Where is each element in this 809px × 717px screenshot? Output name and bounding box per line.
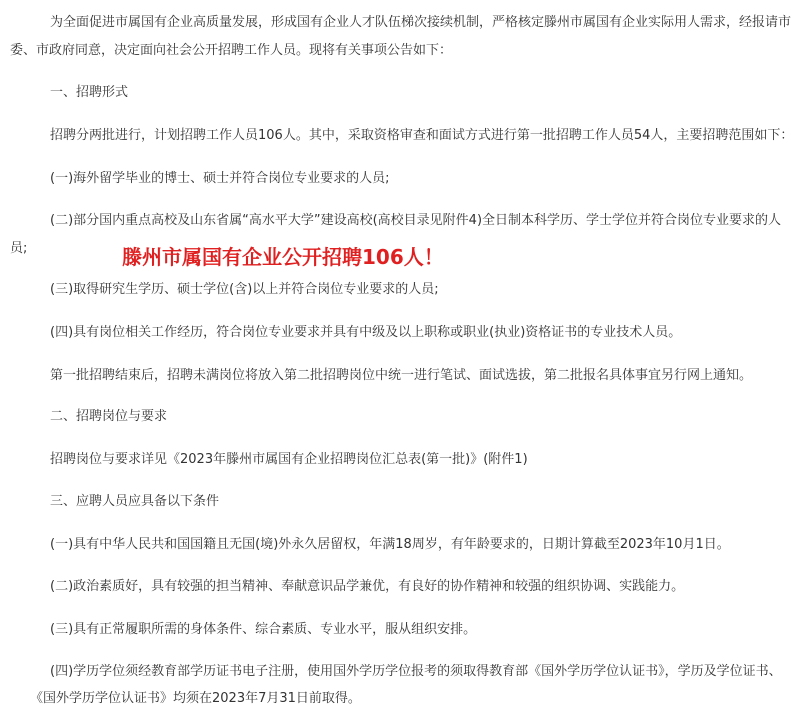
section-3-heading: 三、应聘人员应具备以下条件 <box>50 494 220 509</box>
section-3-item-3: (三)具有正常履职所需的身体条件、综合素质、专业水平，服从组织安排。 <box>50 622 477 637</box>
section-1-heading: 一、招聘形式 <box>50 85 129 100</box>
section-1-item-2-line-2: 员; <box>10 241 28 256</box>
section-3-item-4-line-1: (四)学历学位须经教育部学历证书电子注册，使用国外学历学位报考的须取得教育部《国外学历学位认证书》，学历及学位证书、 <box>50 664 782 679</box>
intro-paragraph-line-2: 委、市政府同意，决定面向社会公开招聘工作人员。现将有关事项公告如下： <box>10 43 453 58</box>
section-2-heading: 二、招聘岗位与要求 <box>50 409 168 424</box>
section-1-item-1: (一)海外留学毕业的博士、硕士并符合岗位专业要求的人员; <box>50 171 390 186</box>
section-2-body: 招聘岗位与要求详见《2023年滕州市属国有企业招聘岗位汇总表(第一批)》(附件1) <box>50 452 528 467</box>
section-3-item-2: (二)政治素质好，具有较强的担当精神、奉献意识品学兼优，有良好的协作精神和较强的组织协调、实践能力。 <box>50 579 685 594</box>
intro-paragraph-line-1: 为全面促进市属国有企业高质量发展，形成国有企业人才队伍梯次接续机制，严格核定滕州市属国有企业实际用人需求，经报请市 <box>50 15 792 30</box>
section-1-item-2-line-1: (二)部分国内重点高校及山东省属“高水平大学”建设高校(高校目录见附件4)全日制本科学历、学士学位并符合岗位专业要求的人 <box>50 213 782 228</box>
section-1-item-4: (四)具有岗位相关工作经历，符合岗位专业要求并具有中级及以上职称或职业(执业)资格证书的专业技术人员。 <box>50 325 682 340</box>
section-3-item-4-line-2: 《国外学历学位认证书》均须在2023年7月31日前取得。 <box>30 691 361 706</box>
section-1-item-3: (三)取得研究生学历、硕士学位(含)以上并符合岗位专业要求的人员; <box>50 282 439 297</box>
section-1-note: 第一批招聘结束后，招聘未满岗位将放入第二批招聘岗位中统一进行笔试、面试选拔，第二批报名具体事宜另行网上通知。 <box>50 368 753 383</box>
section-3-item-1: (一)具有中华人民共和国国籍且无国(境)外永久居留权，年满18周岁，有年龄要求的，日期计算截至2023年10月1日。 <box>50 537 730 552</box>
overlay-headline: 滕州市属国有企业公开招聘106人！ <box>122 245 444 269</box>
section-1-body: 招聘分两批进行，计划招聘工作人员106人。其中，采取资格审查和面试方式进行第一批招聘工作人员54人，主要招聘范围如下： <box>50 128 794 143</box>
